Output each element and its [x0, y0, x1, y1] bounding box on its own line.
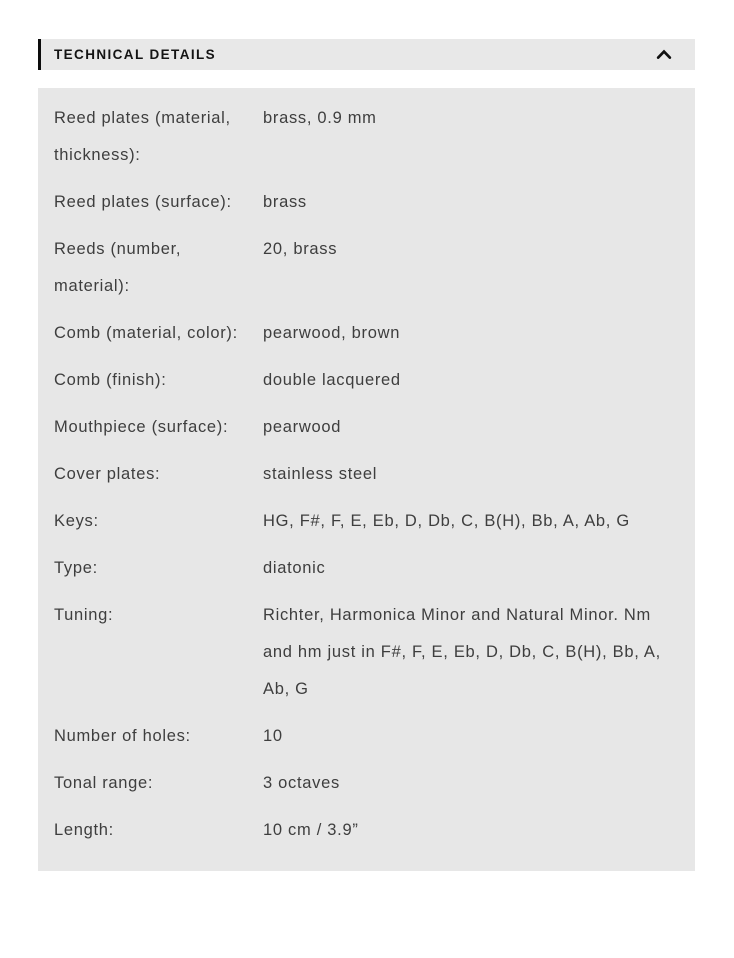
- spec-value: 3 octaves: [263, 774, 340, 792]
- spec-value: HG, F#, F, E, Eb, D, Db, C, B(H), Bb, A, Ab, G: [263, 512, 630, 530]
- spec-row-type: [54, 550, 679, 587]
- spec-row-length: [54, 812, 679, 849]
- spec-row-tonal-range: [54, 765, 679, 802]
- chevron-up-icon[interactable]: [656, 49, 672, 61]
- spec-value: pearwood: [263, 418, 342, 436]
- spec-label: Type:: [54, 559, 98, 577]
- spec-value: pearwood, brown: [263, 324, 401, 342]
- spec-row-reed-plates-surface: [54, 184, 679, 221]
- spec-label: Comb (material, color):: [54, 324, 238, 342]
- spec-label: Reed plates (surface):: [54, 193, 232, 211]
- spec-label: Comb (finish):: [54, 371, 167, 389]
- spec-value: 10: [263, 727, 283, 745]
- spec-label: Cover plates:: [54, 465, 161, 483]
- spec-label: Reed plates (material, thickness):: [54, 109, 231, 164]
- spec-label: Mouthpiece (surface):: [54, 418, 229, 436]
- spec-label: Keys:: [54, 512, 99, 530]
- spec-value: 10 cm / 3.9”: [263, 821, 359, 839]
- spec-value: brass, 0.9 mm: [263, 109, 377, 127]
- spec-row-comb-material: [54, 315, 679, 352]
- spec-value: Richter, Harmonica Minor and Natural Minor. Nm and hm just in F#, F, E, Eb, D, Db, C, B(H), Bb, A, Ab, G: [263, 606, 661, 698]
- spec-label: Tuning:: [54, 606, 114, 624]
- spec-value: brass: [263, 193, 307, 211]
- spec-value: stainless steel: [263, 465, 378, 483]
- spec-row-keys: [54, 503, 679, 540]
- spec-table: [54, 100, 679, 849]
- spec-label: Tonal range:: [54, 774, 154, 792]
- spec-label: Number of holes:: [54, 727, 191, 745]
- spec-value: diatonic: [263, 559, 326, 577]
- spec-row-reed-plates-material: [54, 100, 679, 174]
- spec-label: Reeds (number, material):: [54, 240, 182, 295]
- technical-details-accordion-header[interactable]: [38, 39, 695, 70]
- spec-label: Length:: [54, 821, 114, 839]
- spec-value: double lacquered: [263, 371, 401, 389]
- spec-row-cover-plates: [54, 456, 679, 493]
- spec-row-tuning: [54, 597, 679, 708]
- spec-row-reeds: [54, 231, 679, 305]
- spec-row-number-of-holes: [54, 718, 679, 755]
- technical-details-panel: [38, 88, 695, 871]
- spec-row-mouthpiece: [54, 409, 679, 446]
- section-title: TECHNICAL DETAILS: [54, 47, 217, 62]
- spec-row-comb-finish: [54, 362, 679, 399]
- spec-value: 20, brass: [263, 240, 338, 258]
